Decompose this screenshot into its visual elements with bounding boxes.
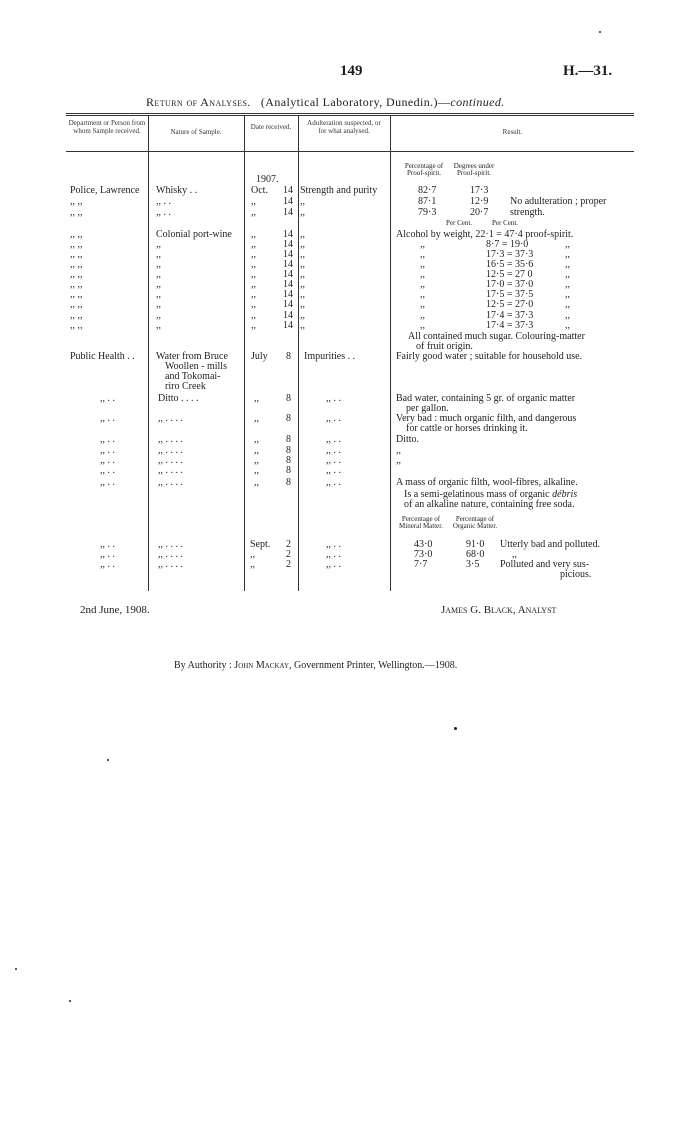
sept-row-adulteration: ,, . .: [326, 559, 341, 570]
row-result-ditto: ,,: [565, 279, 570, 290]
water-row-day: 8: [286, 434, 291, 445]
row-adulteration: ,,: [300, 207, 305, 218]
row-month: ,,: [251, 279, 256, 290]
sept-row-dept: ,, . .: [100, 539, 115, 550]
analyst-signature: James G. Black, Analyst: [441, 604, 557, 616]
row-result-ditto: ,,: [565, 289, 570, 300]
row-month: ,,: [251, 229, 256, 240]
water-row-result: Very bad : much organic filth, and dangerous: [396, 413, 577, 424]
row-ratio: 8·7 = 19·0: [486, 239, 529, 250]
row-nature: ,,: [156, 259, 161, 270]
water-row-day: 8: [286, 393, 291, 404]
sept-row-nature: ,, . . . .: [158, 549, 183, 560]
sept-row-organic: 68·0: [466, 549, 485, 560]
sept-row-mineral: 73·0: [414, 549, 433, 560]
subheader-organic: Percentage of Organic Matter.: [452, 515, 498, 530]
row-nature: ,, . .: [156, 207, 171, 218]
scan-speck: [454, 727, 457, 730]
row-month: ,,: [251, 310, 256, 321]
public-health-dept: Public Health . .: [70, 351, 135, 362]
title-continued: continued.: [450, 95, 505, 109]
row-ratio: 12·5 = 27·0: [486, 299, 534, 310]
row-ratio: 17·4 = 37·3: [486, 310, 534, 321]
water-row-nature: ,, . . . .: [158, 413, 183, 424]
row-ratio: 17·4 = 37·3: [486, 320, 534, 331]
row-ditto: ,,: [420, 249, 425, 260]
header-adulteration: Adulteration suspected, or for what analysed.: [307, 119, 381, 135]
water-row-day: 8: [286, 455, 291, 466]
row-day: 14: [283, 259, 293, 270]
water-nature-line-2: Woollen - mills: [165, 361, 227, 372]
year-label: 1907.: [256, 174, 279, 185]
row-result-ditto: ,,: [565, 239, 570, 250]
scan-speck: [599, 31, 601, 33]
row-dept: ,, ,,: [70, 259, 83, 270]
per-cent-header-b: Per Cent.: [492, 219, 519, 227]
water-row-result: A mass of organic filth, wool-fibres, alkaline.: [396, 477, 578, 488]
water-row-dept: ,, . .: [100, 413, 115, 424]
water-row-nature: ,, . . . .: [158, 477, 183, 488]
row-month: Oct.: [251, 185, 268, 196]
title-main: Return of Analyses.: [146, 95, 251, 109]
water-row-day: 8: [286, 413, 291, 424]
column-divider-3: [298, 115, 299, 591]
water-row-nature: ,, . . . .: [158, 445, 183, 456]
debris-word: débris: [552, 489, 578, 500]
row-ditto: ,,: [420, 239, 425, 250]
table-top-rule-2: [66, 115, 634, 116]
sept-row-day: 2: [286, 539, 291, 550]
public-health-result: Fairly good water ; suitable for household use.: [396, 351, 583, 362]
row-month: ,,: [251, 196, 256, 207]
water-row-dept: ,, . .: [100, 477, 115, 488]
sept-row-nature: ,, . . . .: [158, 539, 183, 550]
row-dept: ,, ,,: [70, 229, 83, 240]
row-result-ditto: ,,: [565, 249, 570, 260]
row-ratio: 17·5 = 37·5: [486, 289, 534, 300]
water-row-day: 8: [286, 477, 291, 488]
water-row-month: ,,: [254, 434, 259, 445]
row-ratio: 12·5 = 27 0: [486, 269, 533, 280]
sept-row-result: ,,: [512, 549, 517, 560]
sept-row-adulteration: ,, . .: [326, 549, 341, 560]
water-row-nature: Ditto . . . .: [158, 393, 199, 404]
water-row-dept: ,, . .: [100, 445, 115, 456]
row-result-ditto: ,,: [565, 269, 570, 280]
sept-row-result: Utterly bad and polluted.: [500, 539, 600, 550]
water-row-day: 8: [286, 445, 291, 456]
row-result-ditto: ,,: [565, 310, 570, 321]
water-row-nature: ,, . . . .: [158, 455, 183, 466]
column-divider-2: [244, 115, 245, 591]
water-row-result: Ditto.: [396, 434, 420, 445]
water-row-adulteration: ,, . .: [326, 477, 341, 488]
title-lab: (Analytical Laboratory, Dunedin.)—: [260, 95, 451, 109]
public-health-adulteration: Impurities . .: [304, 351, 356, 362]
sept-row-result: Polluted and very sus-: [500, 559, 590, 570]
row-dept: ,, ,,: [70, 299, 83, 310]
row-dept: ,, ,,: [70, 207, 83, 218]
document-code: H.—31.: [563, 63, 613, 79]
water-row-dept: ,, . .: [100, 434, 115, 445]
row-adulteration: ,,: [300, 320, 305, 331]
row-day: 14: [283, 299, 293, 310]
water-row-adulteration: ,, . .: [326, 465, 341, 476]
row-ratio: 16·5 = 35·6: [486, 259, 534, 270]
row-result-ditto: ,,: [565, 299, 570, 310]
header-nature: Nature of Sample.: [170, 128, 222, 136]
water-row-result-cont: per gallon.: [406, 403, 449, 414]
water-row-month: ,,: [254, 445, 259, 456]
page-number: 149: [340, 63, 363, 79]
row-dept: ,, ,,: [70, 289, 83, 300]
row-ditto: ,,: [420, 269, 425, 280]
row-month: ,,: [251, 269, 256, 280]
row-day: 14: [283, 269, 293, 280]
water-row-month: ,,: [254, 455, 259, 466]
row-proof-spirit: 82·7: [418, 185, 437, 196]
row-month: ,,: [251, 239, 256, 250]
water-row-day: 8: [286, 465, 291, 476]
water-row-nature: ,, . . . .: [158, 465, 183, 476]
scan-speck: [107, 759, 109, 761]
row-adulteration: ,,: [300, 196, 305, 207]
row-adulteration: ,,: [300, 249, 305, 260]
water-nature-line-1: Water from Bruce: [156, 351, 228, 362]
row-day: 14: [283, 229, 293, 240]
row-ditto: ,,: [420, 320, 425, 331]
row-ditto: ,,: [420, 299, 425, 310]
row-adulteration: ,,: [300, 259, 305, 270]
column-divider-1: [148, 115, 149, 591]
scan-speck: [69, 1000, 71, 1002]
row-degrees-under: 20·7: [470, 207, 489, 218]
sept-row-organic: 91·0: [466, 539, 485, 550]
row-ditto: ,,: [420, 259, 425, 270]
row-day: 14: [283, 239, 293, 250]
water-row-dept: ,, . .: [100, 455, 115, 466]
wine-note-line-1: All contained much sugar. Colouring-matter: [408, 331, 585, 342]
row-nature: Whisky . .: [156, 185, 198, 196]
public-health-day: 8: [286, 351, 291, 362]
row-adulteration: ,,: [300, 229, 305, 240]
row-dept: ,, ,,: [70, 239, 83, 250]
sept-row-mineral: 7·7: [414, 559, 428, 570]
row-day: 14: [283, 289, 293, 300]
row-ditto: ,,: [420, 279, 425, 290]
subheader-proof-spirit: Percentage of Proof-spirit.: [404, 162, 444, 177]
row-month: ,,: [251, 320, 256, 331]
water-nature-line-4: riro Creek: [165, 381, 206, 392]
gelatinous-text: Is a semi-gelatinous mass of organic: [404, 489, 553, 500]
printer-imprint: [174, 660, 457, 671]
report-date: 2nd June, 1908.: [80, 604, 150, 616]
row-day: 14: [283, 185, 293, 196]
row-adulteration: ,,: [300, 299, 305, 310]
gelatinous-line-2: of an alkaline nature, containing free soda.: [404, 499, 575, 510]
sept-row-mineral: 43·0: [414, 539, 433, 550]
row-month: ,,: [251, 207, 256, 218]
row-result: Alcohol by weight, 22·1 = 47·4 proof-spirit.: [396, 229, 574, 240]
header-result: Result.: [502, 128, 523, 136]
row-dept: Police, Lawrence: [70, 185, 140, 196]
water-row-nature: ,, . . . .: [158, 434, 183, 445]
row-day: 14: [283, 196, 293, 207]
header-date: Date received.: [250, 123, 292, 131]
row-day: 14: [283, 310, 293, 321]
row-result: No adulteration ; proper: [510, 196, 607, 207]
row-nature: ,,: [156, 279, 161, 290]
water-row-month: ,,: [254, 477, 259, 488]
row-month: ,,: [251, 249, 256, 260]
wine-note-line-2: of fruit origin.: [416, 341, 473, 352]
row-day: 14: [283, 207, 293, 218]
water-row-dept: ,, . .: [100, 465, 115, 476]
sept-row-organic: 3·5: [466, 559, 480, 570]
sept-row-nature: ,, . . . .: [158, 559, 183, 570]
sept-row-month: ,,: [250, 559, 255, 570]
row-month: ,,: [251, 259, 256, 270]
row-day: 14: [283, 279, 293, 290]
water-row-result: ,,: [396, 455, 401, 466]
row-nature: ,,: [156, 239, 161, 250]
sept-row-day: 2: [286, 549, 291, 560]
sept-row-adulteration: ,, . .: [326, 539, 341, 550]
row-month: ,,: [251, 289, 256, 300]
row-nature: ,,: [156, 299, 161, 310]
row-ditto: ,,: [420, 289, 425, 300]
row-nature: Colonial port-wine: [156, 229, 232, 240]
sept-row-month: ,,: [250, 549, 255, 560]
row-adulteration: ,,: [300, 269, 305, 280]
water-row-adulteration: ,, . .: [326, 413, 341, 424]
imprint-rest: , Government Printer, Wellington.—1908.: [289, 660, 458, 671]
sept-row-dept: ,, . .: [100, 549, 115, 560]
sept-row-month: Sept.: [250, 539, 271, 550]
row-ratio: 17·0 = 37·0: [486, 279, 534, 290]
water-row-result: ,,: [396, 445, 401, 456]
row-adulteration: ,,: [300, 279, 305, 290]
row-adulteration: ,,: [300, 310, 305, 321]
suspicious-continuation: picious.: [560, 569, 592, 580]
water-row-result-cont: for cattle or horses drinking it.: [406, 423, 528, 434]
water-nature-line-3: and Tokomai-: [165, 371, 221, 382]
public-health-month: July: [251, 351, 268, 362]
row-month: ,,: [251, 299, 256, 310]
row-dept: ,, ,,: [70, 320, 83, 331]
row-dept: ,, ,,: [70, 310, 83, 321]
sept-row-dept: ,, . .: [100, 559, 115, 570]
row-adulteration: Strength and purity: [300, 185, 378, 196]
row-ditto: ,,: [420, 310, 425, 321]
water-row-month: ,,: [254, 393, 259, 404]
row-nature: ,,: [156, 269, 161, 280]
row-result: strength.: [510, 207, 545, 218]
water-row-adulteration: ,, . .: [326, 434, 341, 445]
sept-row-day: 2: [286, 559, 291, 570]
column-divider-4: [390, 115, 391, 591]
row-nature: ,, . .: [156, 196, 171, 207]
row-dept: ,, ,,: [70, 279, 83, 290]
row-ratio: 17·3 = 37·3: [486, 249, 534, 260]
row-day: 14: [283, 249, 293, 260]
row-result-ditto: ,,: [565, 320, 570, 331]
row-nature: ,,: [156, 320, 161, 331]
row-day: 14: [283, 320, 293, 331]
imprint-printer: John Mackay: [234, 660, 289, 671]
water-row-adulteration: ,, . .: [326, 445, 341, 456]
subheader-degrees-under: Degrees under Proof-spirit.: [453, 162, 495, 177]
water-row-dept: ,, . .: [100, 393, 115, 404]
row-proof-spirit: 79·3: [418, 207, 437, 218]
water-row-month: ,,: [254, 413, 259, 424]
water-row-month: ,,: [254, 465, 259, 476]
water-row-result: Bad water, containing 5 gr. of organic matter: [396, 393, 576, 404]
row-nature: ,,: [156, 310, 161, 321]
water-row-adulteration: ,, . .: [326, 393, 341, 404]
imprint-prefix: By Authority :: [174, 660, 235, 671]
row-nature: ,,: [156, 289, 161, 300]
table-top-rule: [66, 113, 634, 114]
scan-speck: [15, 968, 17, 970]
row-adulteration: ,,: [300, 239, 305, 250]
subheader-mineral: Percentage of Mineral Matter.: [399, 515, 443, 530]
header-department: Department or Person from whom Sample received.: [68, 119, 146, 135]
row-dept: ,, ,,: [70, 269, 83, 280]
row-dept: ,, ,,: [70, 196, 83, 207]
row-degrees-under: 12·9: [470, 196, 489, 207]
per-cent-header-a: Per Cent.: [446, 219, 473, 227]
row-degrees-under: 17·3: [470, 185, 489, 196]
header-bottom-rule: [66, 151, 634, 152]
row-adulteration: ,,: [300, 289, 305, 300]
table-title: [146, 95, 505, 110]
water-row-adulteration: ,, . .: [326, 455, 341, 466]
row-proof-spirit: 87·1: [418, 196, 437, 207]
row-dept: ,, ,,: [70, 249, 83, 260]
row-result-ditto: ,,: [565, 259, 570, 270]
row-nature: ,,: [156, 249, 161, 260]
